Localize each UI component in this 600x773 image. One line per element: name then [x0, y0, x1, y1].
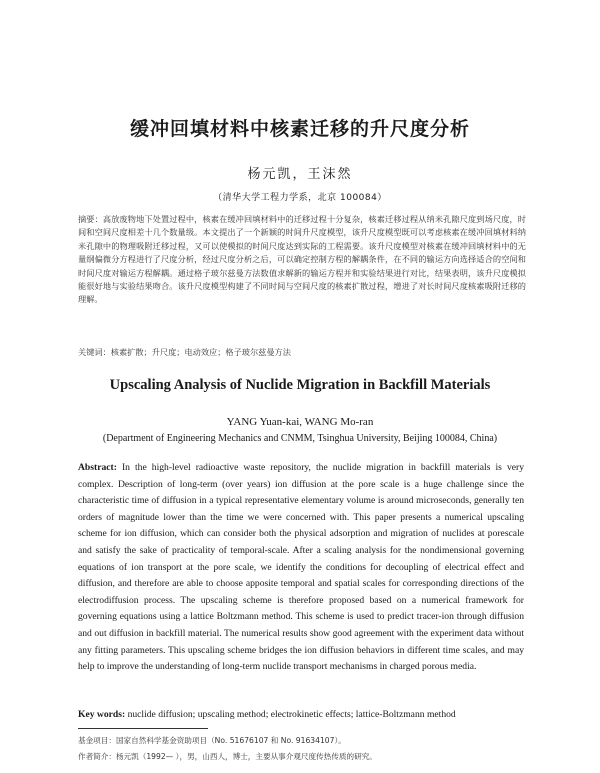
funding-footnote: 基金项目：国家自然科学基金资助项目（No. 51676107 和 No. 91634107）。 — [78, 736, 346, 745]
english-abstract-text: In the high-level radioactive waste repository, the nuclide migration in backfill materials is very complex. Description of long-term (over years) ion diffusion at the pore scale is a huge challenge since the characteristic time of diffusion in a typical representative elementary volume is around microseconds, generally ten orders of magnitude lower than the time we were concerned with. This paper presents a numerical upscaling scheme for ion diffusion, which can consider both the physical adsorption and migration of nuclides at porescale and satisfy the sake of practicality of temporal-scale. After a scaling analysis for the nondimensional governing equations of ion transport at the pore scale, we identify the conditions for decoupling of electrical effect and diffusion, and therefore are able to choose appositе temporal and spatial scales for corresponding directions of the electrodiffusion process. The upscaling scheme is therefore proposed based on a numerical framework for governing equations using a lattice Boltzmann method. This scheme is used to predict tracer-ion through diffusion and out diffusion in backfill material. The numerical results show good agreement with the experiment data without any fitting parameters. This upscaling scheme bridges the ion diffusion behaviors in different time scales, and may help to improve the understanding of long-term nuclide transport mechanisms in charged porous media. — [78, 462, 524, 673]
english-keywords-label: Key words: — [78, 709, 126, 720]
chinese-title: 缓冲回填材料中核素迁移的升尺度分析 — [129, 118, 470, 140]
english-keywords — [78, 709, 524, 720]
chinese-abstract-label: 摘要： — [78, 214, 103, 224]
chinese-keywords — [78, 346, 526, 358]
english-authors: YANG Yuan-kai, WANG Mo-ran — [226, 416, 374, 428]
chinese-abstract-text: 高放废物地下处置过程中，核素在缓冲回填材料中的迁移过程十分复杂，核素迁移过程从纳米孔隙尺度到场尺度，时间和空间尺度相差十几个数量级。本文提出了一个新颖的时间升尺度模型，该升尺度模型既可以考虑核素在缓冲回填材料纳米孔隙中的物理吸附迁移过程，又可以使模拟的时间尺度达到实际的工程需要。该升尺度模型对核素在缓冲回填材料中的无量纲偏微分方程进行了尺度分析，经过尺度分析之后，可以确定控制方程的解耦条件，在不同的输运方向选择适合的空间和时间尺度对输运方程解耦。通过格子玻尔兹曼方法数值求解新的输运方程并和实验结果进行对比，结果表明，该升尺度模拟能很好地与实验结果吻合。该升尺度模型构建了不同时间与空间尺度的核素扩散过程，增进了对长时间尺度核素吸附迁移的理解。 — [78, 214, 526, 305]
chinese-authors: 杨元凯，王沫然 — [247, 167, 353, 182]
english-keywords-text: nuclide diffusion; upscaling method; electrokinetic effects; lattice-Boltzmann method — [127, 709, 456, 720]
english-title: Upscaling Analysis of Nuclide Migration in Backfill Materials — [109, 377, 491, 393]
english-affiliation: (Department of Engineering Mechanics and CNMM, Tsinghua University, Beijing 100084, China) — [102, 433, 498, 444]
english-abstract-label: Abstract: — [78, 462, 117, 473]
chinese-keywords-text: 核素扩散；升尺度；电动效应；格子玻尔兹曼方法 — [110, 347, 291, 357]
chinese-abstract — [78, 213, 526, 307]
chinese-affiliation: （清华大学工程力学系，北京 100084） — [213, 193, 387, 203]
chinese-keywords-label: 关键词： — [78, 347, 111, 357]
footnote-divider — [78, 728, 208, 729]
author-bio-footnote: 作者简介：杨元凯（1992— ），男，山西人，博士，主要从事介观尺度传热传质的研究。 — [78, 752, 377, 761]
english-abstract — [78, 460, 524, 676]
